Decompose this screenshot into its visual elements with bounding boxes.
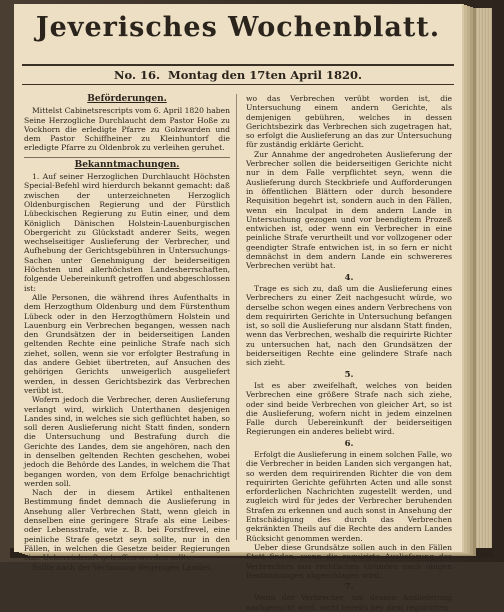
article-paragraph: wo das Verbrechen verübt worden ist, die Untersuchung einem andern Gerichte, als demjenigen gebühren, welches in dessen Gerichtsbezirk das Verbrechen sich zugetragen hat, so erfolgt die Auslieferung an das zur Untersuchung für zuständig erklärte Gericht. xyxy=(246,94,452,150)
article-number: 7. xyxy=(344,582,354,593)
masthead-title: Jeverisches Wochenblatt. xyxy=(35,12,441,43)
issue-number: No. 16. xyxy=(113,68,160,82)
article-paragraph: Ist es aber zweifelhaft, welches von beiden Verbrechen eine größere Strafe nach sich ziehe, oder sind beide Verbrechen von gleicher Art, so ist die Auslieferung, wofern nicht in jedem einzelnen Falle durch Uebereinkunft der beiderseitigen Regierungen ein anderes beliebt wird. xyxy=(246,380,452,437)
article-paragraph: Zur Annahme der angedroheten Auslieferung der Verbrecher sollen die beiderseitigen Gerichte nicht nur in dem Falle verpflichtet seyn, wenn die Auslieferung durch Steckbriefe und Aufforderungen in öffentlichen Blättern oder durch besondere Requisition begehrt ist, sondern auch in den Fällen, wenn ein Inculpat in dem andern Lande in Untersuchung gezogen und vor beendigtem Prozeß entwichen ist, oder wenn ein Verbrecher in eine peinliche Strafe verurtheilt und vor vollzogener oder geendigter Strafe entwichen ist, in so fern er nicht demnächst in dem andern Lande ein schwereres Verbrechen verübt hat. xyxy=(246,149,452,271)
issue-date: Montag den 17ten April 1820. xyxy=(167,68,363,82)
page-stack-edge xyxy=(462,8,492,552)
section-rule xyxy=(24,157,230,158)
section-heading-announcements: Bekanntmachungen. xyxy=(74,159,180,170)
left-column xyxy=(24,94,230,572)
appointments-text: Mittelst Cabinetsrescripts vom 6. April 1820 haben Seine Herzogliche Durchlaucht dem Pastor Hoße zu Vockhorn die erledigte Pfarre zu Golzwarden und dem Pastor Schiffheiner zu Kleinhuntorf die erledigte Pfarre zu Oldenbrok zu verleihen geruhet. xyxy=(24,106,230,153)
announcement-paragraph: 1. Auf seiner Herzoglichen Durchlaucht Höchsten Special-Befehl wird hierdurch bekannt gemacht: daß zwischen der unterzeichneten Herzoglich Oldenburgischen Regierung und der Fürstlich Lübeckischen Regierung zu Eutin einer, und dem Königlich Dänischen Holstein-Lauenburgischen Obergericht zu Glückstadt anderer Seits, wegen wechselseitiger Auslieferung der Verbrecher, und Aufhebung der Gerichtsgebühren in Untersuchungs-Sachen unter Genehmigung der beiderseitigen Höchsten und allerhöchsten Landesherrschaften, folgende Uebereinkunft getroffen und abgeschlossen ist: xyxy=(24,172,230,293)
announcement-paragraph: Alle Personen, die während ihres Aufenthalts in dem Herzogthum Oldenburg und dem Fürstenthum Lübeck oder in den Herzogthümern Holstein und Lauenburg ein Verbrechen begangen, wessen nach den Grundsätzen der in beiderseitigen Landen geltenden Rechte eine peinliche Strafe nach sich ziehet, sollen, wenn sie vor erfolgter Bestrafung in das andere Gebiet übertreten, auf Ansuchen des gehörigen Gerichts unweigerlich ausgeliefert werden, in dessen Gerichtsbezirk das Verbrechen verübt ist. xyxy=(24,292,230,395)
article-paragraph: Wenn der Verbrecher, um dessen Auslieferung nachgesucht wird, nicht bereits bey dem requirirten xyxy=(246,593,452,612)
newspaper-page xyxy=(14,4,462,612)
right-column xyxy=(246,94,452,612)
announcement-paragraph: Nach der in diesem Artikel enthaltenen Bestimmung findet demnach die Auslieferung in Ansehung aller Verbrechen Statt, wenn gleich in denselben eine geringere Strafe als eine Leibes- oder Lebensstrafe, wie z. B. bei Forstfrevel, eine peinliche Strafe gesetzt seyn sollte, nur in den Fällen, in welchen die Gesetze beider Regierungen eine Uebereinkunft getroffen werden sollte. xyxy=(24,488,230,563)
article-paragraph: Ueber diese Grundsätze sollen auch in den Fällen Statt finden, wenn die requirirte Auslieferung des Verbrechers aus rechtlichen Gründen nach obigen Bestimmungen abgeschlagen wird. xyxy=(246,542,452,580)
column-divider xyxy=(236,94,237,540)
article-number: 4. xyxy=(344,272,354,283)
section-heading-appointments: Beförderungen. xyxy=(87,94,167,104)
article-number: 5. xyxy=(344,369,354,380)
issue-line xyxy=(22,64,454,85)
article-paragraph: Erfolgt die Auslieferung in einem solchen Falle, wo die Verbrecher in beiden Landen sich vergangen hat, so werden dem requirirenden Richter die von dem requirirten Gerichte geführten Acten und alle sonst erforderlichen Nachrichten zugestellt werden, und zugleich wird für jedes der Verbrecher beruhenden Strafen zu erkennen und auch sonst in Ansehung der Entschädigung des durch das Verbrechen gekränkten Theils auf die Rechte des andern Landes Rücksicht genommen werden. xyxy=(246,449,452,543)
article-paragraph: Trage es sich zu, daß um die Auslieferung eines Verbrechers zu einer Zeit nachgesucht würde, wo derselbe schon wegen eines andern Verbrechens von dem requirirten Gerichte in Untersuchung befangen ist, so soll die Auslieferung nur alsdann Statt finden, wenn das Verbrechen, weshalb die requirirte Richter zu untersuchen hat, nach den Grundsätzen der beiderseitigen Rechte eine gelindere Strafe nach sich zieht. xyxy=(246,283,452,368)
announcement-paragraph: Wofern jedoch die Verbrecher, deren Auslieferung verlangt wird, wirklich Unterthanen desjenigen Landes sind, in welches sie sich geflüchtet haben, so soll deren Auslieferung nicht Statt finden, sondern die Untersuchung und Bestrafung durch die Gerichte des Landes, dem sie angehören, nach den in denselben geltenden Rechten geschehen, wobei jedoch die Behörde des Landes, in welchem die That begangen worden, von dem Erfolge benachrichtigt werden soll. xyxy=(24,395,230,488)
article-number: 6. xyxy=(344,438,354,449)
announcement-paragraph: Sollte nach der Verfassung desjenigen Landes, xyxy=(32,562,213,572)
